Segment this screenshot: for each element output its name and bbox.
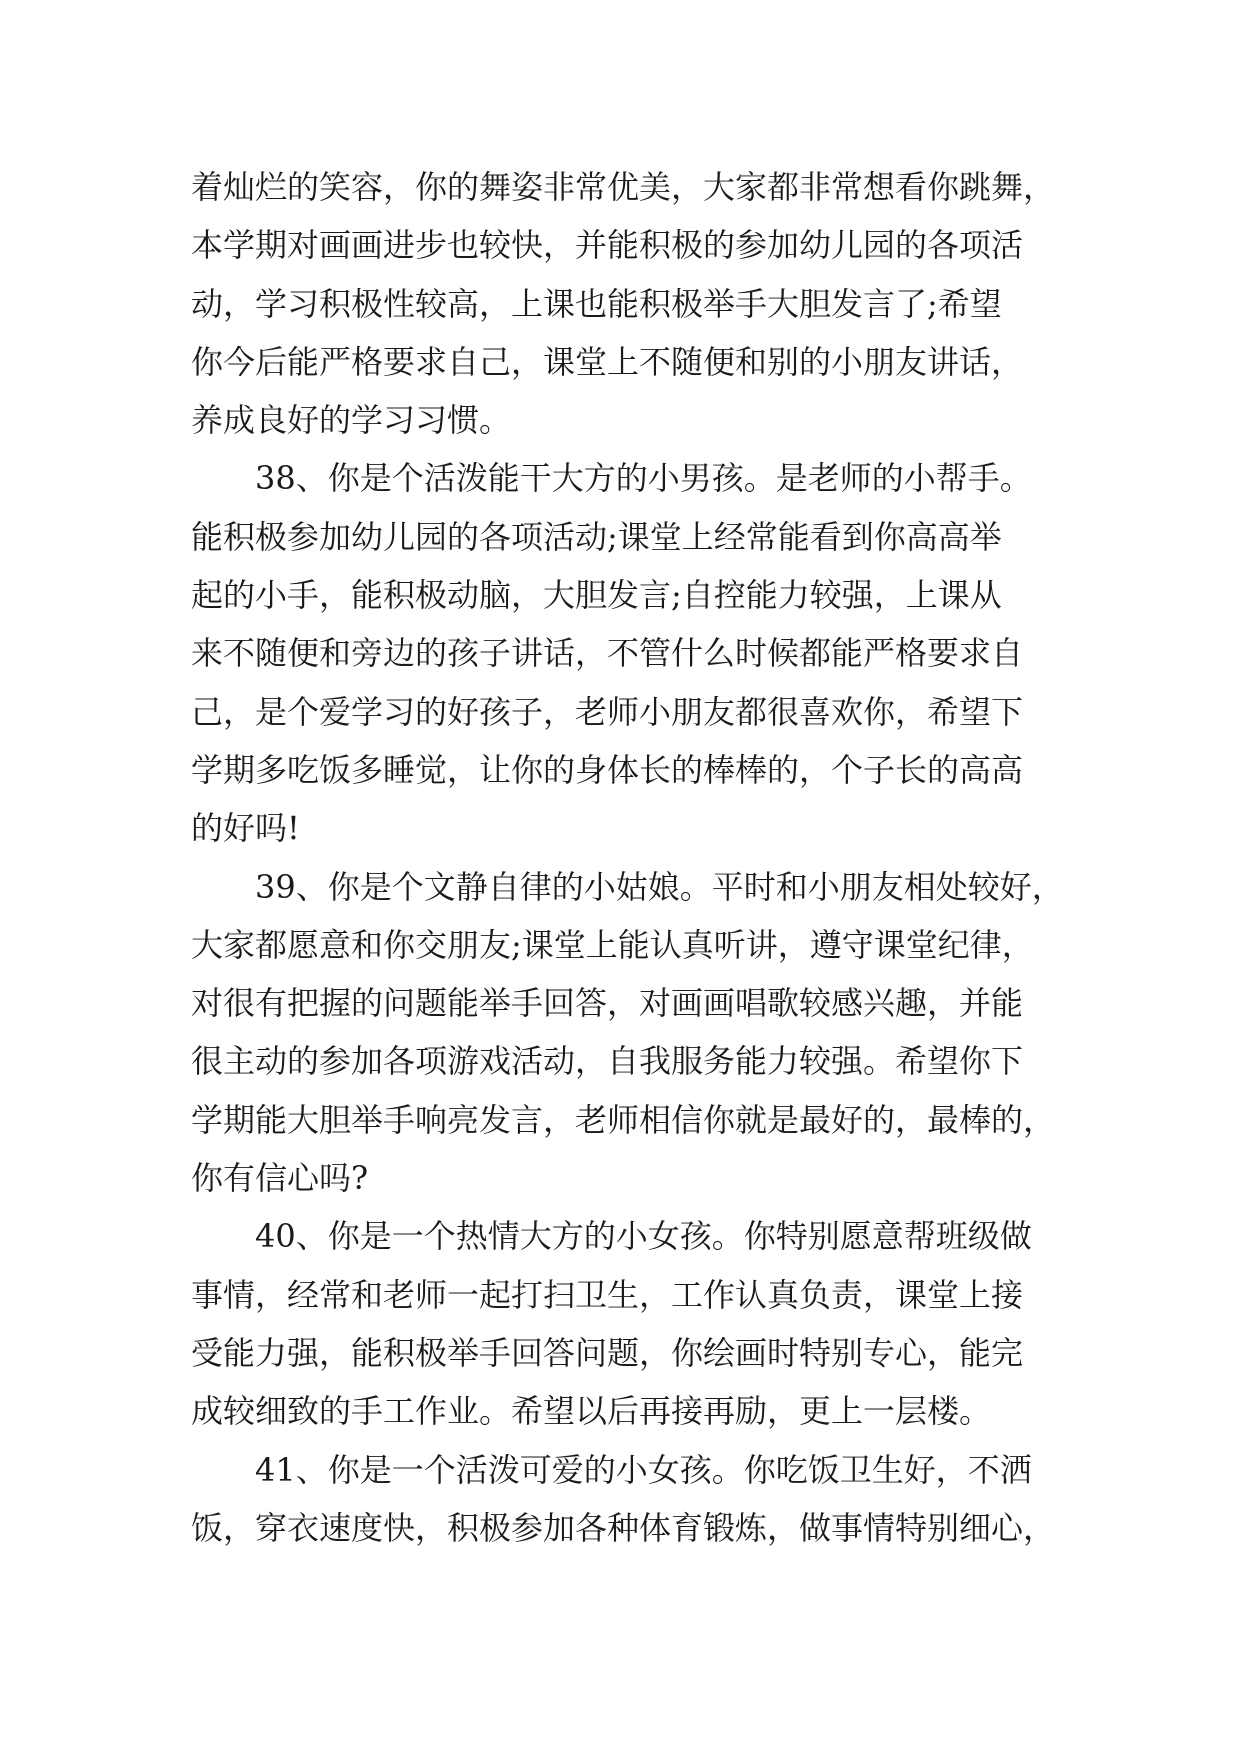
text-line: 本学期对画画进步也较快，并能积极的参加幼儿园的各项活	[191, 226, 1024, 265]
document-body	[191, 158, 1064, 1557]
text-line: 学期多吃饭多睡觉，让你的身体长的棒棒的，个子长的高高	[191, 750, 1024, 789]
text-line: 起的小手，能积极动脑，大胆发言;自控能力较强，上课从	[191, 576, 1002, 615]
text-line: 动，学习积极性较高，上课也能积极举手大胆发言了;希望	[191, 284, 1002, 323]
text-line: 己，是个爱学习的好孩子，老师小朋友都很喜欢你，希望下	[191, 692, 1024, 731]
text-line: 养成良好的学习习惯。	[191, 401, 512, 440]
text-line: 能积极参加幼儿园的各项活动;课堂上经常能看到你高高举	[191, 517, 1002, 556]
text-line: 成较细致的手工作业。希望以后再接再励，更上一层楼。	[191, 1392, 992, 1431]
text-line: 受能力强，能积极举手回答问题，你绘画时特别专心，能完	[191, 1333, 1024, 1372]
paragraph-start-38: 38、你是个活泼能干大方的小男孩。是老师的小帮手。	[255, 459, 1032, 498]
text-line: 对很有把握的问题能举手回答，对画画唱歌较感兴趣，并能	[191, 984, 1024, 1023]
paragraph-start-39: 39、你是个文静自律的小姑娘。平时和小朋友相处较好，	[255, 867, 1064, 906]
text-line: 饭，穿衣速度快，积极参加各种体育锻炼，做事情特别细心，	[191, 1508, 1056, 1547]
text-line: 你有信心吗?	[191, 1159, 369, 1198]
text-line: 事情，经常和老师一起打扫卫生，工作认真负责，课堂上接	[191, 1275, 1024, 1314]
paragraph-start-41: 41、你是一个活泼可爱的小女孩。你吃饭卫生好，不洒	[255, 1450, 1032, 1489]
text-line: 着灿烂的笑容，你的舞姿非常优美，大家都非常想看你跳舞，	[191, 168, 1056, 206]
text-line: 你今后能严格要求自己，课堂上不随便和别的小朋友讲话，	[191, 342, 1024, 381]
text-line: 的好吗!	[191, 809, 300, 848]
paragraph-start-40: 40、你是一个热情大方的小女孩。你特别愿意帮班级做	[255, 1217, 1032, 1256]
text-line: 大家都愿意和你交朋友;课堂上能认真听讲，遵守课堂纪律，	[191, 925, 1034, 964]
text-line: 很主动的参加各项游戏活动，自我服务能力较强。希望你下	[191, 1042, 1024, 1081]
text-line: 学期能大胆举手响亮发言，老师相信你就是最好的，最棒的，	[191, 1100, 1056, 1139]
text-line: 来不随便和旁边的孩子讲话，不管什么时候都能严格要求自	[191, 634, 1024, 673]
